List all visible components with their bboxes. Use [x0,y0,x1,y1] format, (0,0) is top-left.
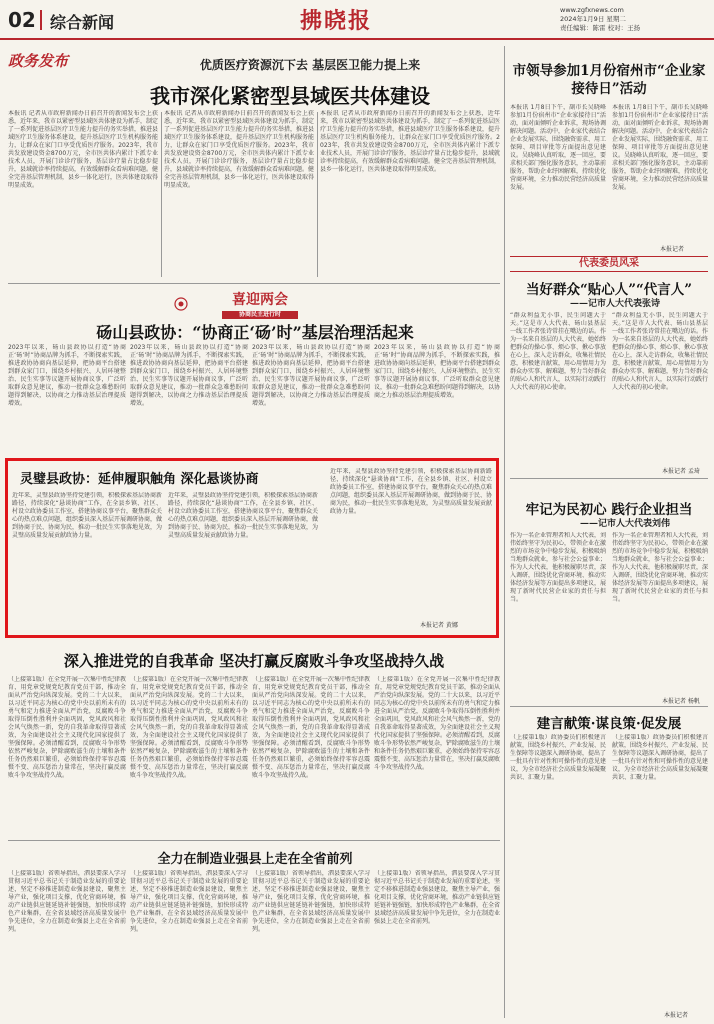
article8-subtitle: ——记市人大代表刘伟 [580,519,671,529]
page-number: 02 [8,8,36,32]
article4-body-col3: （上接第1版）在全党开展一次集中性纪律教育，用党章党规党纪教育党员干部，推动全面从严治党向纵深发展。党的二十大以来，以习近平同志为核心的党中央以前所未有的勇气和定力推进全面从严治党，反腐败斗争取得压倒性胜利并全面巩固，党风政风和社会风气焕然一新，党的自我革命取得显著成效，为全面建设社会主义现代化国家提供了坚强保障。必须清醒看到，反腐败斗争形势依然严峻复杂，铲除腐败滋生的土壤和条件任务仍然艰巨繁重，必须始终保持零容忍震慑不变、高压惩治力量常在，坚决打赢反腐败斗争攻坚战持久战。 [252,676,370,779]
article3-author: 本报记者 黄娜 [420,622,458,629]
article7-title: 当好群众“贴心人”“代言人” [525,282,693,298]
delegates-banner-label: 代表委员风采 [579,258,639,269]
date-line: 2024年1月9日 星期二 [560,15,626,23]
article7-author: 本报记者 孟琦 [662,468,700,475]
article5-body-col4: （上接第1版）省领导指出，泗县要深入学习贯彻习近平总书记关于制造业发展的重要论述，坚定不移推进制造业强县建设，聚焦主导产业，强化项目支撑，优化营商环境，推动产业链供应链延链补链强链，加快形成特色产业集群，在全省县域经济高质量发展中争先进位，全力在制造业强县上走在全省前列。 [374,870,500,925]
article3-body-col2: 近年来，灵璧县政协坚持党建引领，积极探索基层协商新路径，持续深化“悬谈协商”工作，在全县乡镇、社区、村设立政协委员工作室，搭建协商议事平台，聚焦群众关心的热点难点问题，组织委员深入基层开展调研协商，做到协商于民、协商为民，推动一批民生实事落地见效，为灵璧高质量发展贡献政协力量。 [168,492,318,539]
article6-body-col2: 本报讯 1月8日下午，副市长吴晓峰参加1月份宿州市“企业家接待日”活动，面对面倾听企业诉求，现场协调解决问题。活动中，企业家代表结合企业发展实际，围绕融资需求、用工保障、项目审批等方面提出意见建议。吴晓峰认真听取，逐一回应，要求相关部门强化服务意识，主动靠前服务，帮助企业纾困解难，持续优化营商环境，全力推动民营经济高质量发展。 [612,104,708,191]
article8-author: 本报记者 杨帆 [662,698,700,705]
column-divider [161,112,162,277]
article3-title: 灵璧县政协：延伸履职触角 深化悬谈协商 [20,472,259,487]
masthead [0,0,714,40]
flower-emblem-icon [168,296,194,310]
article6-body-col1: 本报讯 1月8日下午，副市长吴晓峰参加1月份宿州市“企业家接待日”活动，面对面倾听企业诉求，现场协调解决问题。活动中，企业家代表结合企业发展实际，围绕融资需求、用工保障、项目审批等方面提出意见建议。吴晓峰认真听取，逐一回应，要求相关部门强化服务意识，主动靠前服务，帮助企业纾困解难，持续优化营商环境，全力推动民营经济高质量发展。 [510,104,606,191]
article9-body-col1: （上接第1版）政协委员们积极建言献策，围绕乡村振兴、产业发展、民生保障等议题深入调研协商，提出了一批具有针对性和可操作性的意见建议，为全市经济社会高质量发展凝聚共识、汇聚力量。 [510,734,606,781]
article8-title: 牢记为民初心 践行企业担当 [525,502,693,518]
two-sessions-banner [200,289,320,317]
editors-line: 责任编辑：陈雷 校对：王扬 [560,24,641,32]
site-url: www.zgfxnews.com [560,6,624,14]
newspaper-logo: 拂晓报 [300,8,373,34]
article8-body-col1: 作为一名企业管理者和人大代表，刘伟始终坚守为民初心，带领企业在激烈的市场竞争中稳步发展，积极吸纳当地群众就业，参与社会公益事业；作为人大代表，他积极履职尽责，深入调研，围绕优化营商环境、推动实体经济发展等方面提出多项建议，展现了新时代民营企业家的责任与担当。 [510,532,606,603]
article6-author: 本报记者 [660,246,685,253]
article9-body-col2: （上接第1版）政协委员们积极建言献策，围绕乡村振兴、产业发展、民生保障等议题深入调研协商，提出了一批具有针对性和可操作性的意见建议，为全市经济社会高质量发展凝聚共识、汇聚力量。 [612,734,708,781]
article4-body-col4: （上接第1版）在全党开展一次集中性纪律教育，用党章党规党纪教育党员干部，推动全面从严治党向纵深发展。党的二十大以来，以习近平同志为核心的党中央以前所未有的勇气和定力推进全面从严治党，反腐败斗争取得压倒性胜利并全面巩固，党风政风和社会风气焕然一新，党的自我革命取得显著成效，为全面建设社会主义现代化国家提供了坚强保障。必须清醒看到，反腐败斗争形势依然严峻复杂，铲除腐败滋生的土壤和条件任务仍然艰巨繁重，必须始终保持零容忍震慑不变、高压惩治力量常在，坚决打赢反腐败斗争攻坚战持久战。 [374,676,500,771]
column-divider [317,112,318,277]
article2-title: 砀山县政协：“协商正‘砀’时”基层治理活起来 [96,323,414,342]
column-tag-text: 政务发布 [8,52,69,70]
masthead-meta [560,6,640,33]
column-tag-government [8,50,80,78]
article5-title: 全力在制造业强县上走在全省前列 [157,852,353,867]
article9-title: 建言献策·谋良策·促发展 [536,716,682,732]
article5-body-col3: （上接第1版）省领导指出，泗县要深入学习贯彻习近平总书记关于制造业发展的重要论述，坚定不移推进制造业强县建设，聚焦主导产业，强化项目支撑，优化营商环境，推动产业链供应链延链补链强链，加快形成特色产业集群，在全省县域经济高质量发展中争先进位，全力在制造业强县上走在全省前列。 [252,870,370,933]
article7-body-col2: “群众利益无小事，民生问题大于天。”这是市人大代表、砀山县基层一线工作者张诗常挂在嘴边的话。作为一名来自基层的人大代表，她始终把群众的操心事、烦心事、揪心事放在心上，深入走访群众，收集社情民意，积极建言献策，用心用情用力为群众办实事、解难题，努力当好群众的贴心人和代言人，以实际行动践行人大代表的初心使命。 [612,312,708,391]
article8-body-col2: 作为一名企业管理者和人大代表，刘伟始终坚守为民初心，带领企业在激烈的市场竞争中稳步发展，积极吸纳当地群众就业，参与社会公益事业；作为人大代表，他积极履职尽责，深入调研，围绕优化营商环境、推动实体经济发展等方面提出多项建议，展现了新时代民营企业家的责任与担当。 [612,532,708,603]
section-divider [8,840,500,841]
article5-body-col2: （上接第1版）省领导指出，泗县要深入学习贯彻习近平总书记关于制造业发展的重要论述，坚定不移推进制造业强县建设，聚焦主导产业，强化项目支撑，优化营商环境，推动产业链供应链延链补链强链，加快形成特色产业集群，在全省县域经济高质量发展中争先进位，全力在制造业强县上走在全省前列。 [130,870,248,933]
two-sessions-label: 喜迎两会 [232,292,288,308]
article7-body-col1: “群众利益无小事，民生问题大于天。”这是市人大代表、砀山县基层一线工作者张诗常挂在嘴边的话。作为一名来自基层的人大代表，她始终把群众的操心事、烦心事、揪心事放在心上，深入走访群众，收集社情民意，积极建言献策，用心用情用力为群众办实事、解难题，努力当好群众的贴心人和代言人，以实际行动践行人大代表的初心使命。 [510,312,606,391]
article1-subtitle: 优质医疗资源沉下去 基层医卫能力提上来 [199,58,421,72]
article1-body-col1: 本报讯 记者从市政府新闻办日前召开的新闻发布会上获悉，近年来，我市以紧密型县域医共体建设为抓手，制定了一系列促进基层医疗卫生能力提升的务实举措，推进县域医疗卫生服务体系建设，提升基层医疗卫生机构服务能力，让群众在家门口享受优质医疗服务。2023年，我市共发放建设资金8700万元，全市医共体内累计下派专业技术人员，开展门诊诊疗服务，基层诊疗量占比稳步提升，县域就诊率持续提高，有效缓解群众看病难问题。健全完善基层管理机制，县乡一体化运行，医共体建设取得明显成效。 [8,110,158,189]
masthead-divider [40,10,42,30]
main-column-divider [504,46,505,1018]
article2-body-col1: 2023年以来，砀山县政协以打造“协商正‘砀’时”协商品牌为抓手，不断探索实践，推进政协协商向基层延伸，把协商平台搭建到群众家门口，围绕乡村振兴、人居环境整治、民生实事等议题开展协商议事，广泛听取群众意见建议，推动一批群众急难愁盼问题得到解决，以协商之力推动基层治理提质增效。 [8,344,126,407]
article2-body-col4: 2023年以来，砀山县政协以打造“协商正‘砀’时”协商品牌为抓手，不断探索实践，推进政协协商向基层延伸，把协商平台搭建到群众家门口，围绕乡村振兴、人居环境整治、民生实事等议题开展协商议事，广泛听取群众意见建议，推动一批群众急难愁盼问题得到解决，以协商之力推动基层治理提质增效。 [374,344,500,399]
column-tag-consultation: 协商民主进行时 [222,311,298,319]
article7-subtitle: ——记市人大代表张诗 [570,299,661,309]
article4-title: 深入推进党的自我革命 坚决打赢反腐败斗争攻坚战持久战 [63,652,445,670]
section-divider [510,478,708,479]
section-divider [8,283,500,284]
article5-body-col1: （上接第1版）省领导指出，泗县要深入学习贯彻习近平总书记关于制造业发展的重要论述，坚定不移推进制造业强县建设，聚焦主导产业，强化项目支撑，优化营商环境，推动产业链供应链延链补链强链，加快形成特色产业集群，在全省县域经济高质量发展中争先进位，全力在制造业强县上走在全省前列。 [8,870,126,933]
article1-title: 我市深化紧密型县域医共体建设 [150,84,430,108]
article1-body-col2: 本报讯 记者从市政府新闻办日前召开的新闻发布会上获悉，近年来，我市以紧密型县域医共体建设为抓手，制定了一系列促进基层医疗卫生能力提升的务实举措，推进县域医疗卫生服务体系建设，提升基层医疗卫生机构服务能力，让群众在家门口享受优质医疗服务。2023年，我市共发放建设资金8700万元，全市医共体内累计下派专业技术人员，开展门诊诊疗服务，基层诊疗量占比稳步提升，县域就诊率持续提高，有效缓解群众看病难问题。健全完善基层管理机制，县乡一体化运行，医共体建设取得明显成效。 [164,110,314,189]
delegates-banner [510,256,708,272]
article2-body-col2: 2023年以来，砀山县政协以打造“协商正‘砀’时”协商品牌为抓手，不断探索实践，推进政协协商向基层延伸，把协商平台搭建到群众家门口，围绕乡村振兴、人居环境整治、民生实事等议题开展协商议事，广泛听取群众意见建议，推动一批群众急难愁盼问题得到解决，以协商之力推动基层治理提质增效。 [130,344,248,407]
article4-body-col2: （上接第1版）在全党开展一次集中性纪律教育，用党章党规党纪教育党员干部，推动全面从严治党向纵深发展。党的二十大以来，以习近平同志为核心的党中央以前所未有的勇气和定力推进全面从严治党，反腐败斗争取得压倒性胜利并全面巩固，党风政风和社会风气焕然一新，党的自我革命取得显著成效，为全面建设社会主义现代化国家提供了坚强保障。必须清醒看到，反腐败斗争形势依然严峻复杂，铲除腐败滋生的土壤和条件任务仍然艰巨繁重，必须始终保持零容忍震慑不变、高压惩治力量常在，坚决打赢反腐败斗争攻坚战持久战。 [130,676,248,779]
section-name: 综合新闻 [50,13,115,32]
article3-body-col3: 近年来，灵璧县政协坚持党建引领，积极探索基层协商新路径，持续深化“悬谈协商”工作，在全县乡镇、社区、村设立政协委员工作室，搭建协商议事平台，聚焦群众关心的热点难点问题，组织委员深入基层开展调研协商，做到协商于民、协商为民，推动一批民生实事落地见效，为灵璧高质量发展贡献政协力量。 [330,468,492,515]
article1-body-col3: 本报讯 记者从市政府新闻办日前召开的新闻发布会上获悉，近年来，我市以紧密型县域医共体建设为抓手，制定了一系列促进基层医疗卫生能力提升的务实举措，推进县域医疗卫生服务体系建设，提升基层医疗卫生机构服务能力，让群众在家门口享受优质医疗服务。2023年，我市共发放建设资金8700万元，全市医共体内累计下派专业技术人员，开展门诊诊疗服务，基层诊疗量占比稳步提升，县域就诊率持续提高，有效缓解群众看病难问题。健全完善基层管理机制，县乡一体化运行，医共体建设取得明显成效。 [320,110,500,173]
article6-title: 市领导参加1月份宿州市“企业家接待日”活动 [512,63,706,97]
section-divider [510,706,708,707]
article4-body-col1: （上接第1版）在全党开展一次集中性纪律教育，用党章党规党纪教育党员干部，推动全面从严治党向纵深发展。党的二十大以来，以习近平同志为核心的党中央以前所未有的勇气和定力推进全面从严治党，反腐败斗争取得压倒性胜利并全面巩固，党风政风和社会风气焕然一新，党的自我革命取得显著成效，为全面建设社会主义现代化国家提供了坚强保障。必须清醒看到，反腐败斗争形势依然严峻复杂，铲除腐败滋生的土壤和条件任务仍然艰巨繁重，必须始终保持零容忍震慑不变、高压惩治力量常在，坚决打赢反腐败斗争攻坚战持久战。 [8,676,126,779]
article2-body-col3: 2023年以来，砀山县政协以打造“协商正‘砀’时”协商品牌为抓手，不断探索实践，推进政协协商向基层延伸，把协商平台搭建到群众家门口，围绕乡村振兴、人居环境整治、民生实事等议题开展协商议事，广泛听取群众意见建议，推动一批群众急难愁盼问题得到解决，以协商之力推动基层治理提质增效。 [252,344,370,407]
article3-body-col1: 近年来，灵璧县政协坚持党建引领，积极探索基层协商新路径，持续深化“悬谈协商”工作，在全县乡镇、社区、村设立政协委员工作室，搭建协商议事平台，聚焦群众关心的热点难点问题，组织委员深入基层开展调研协商，做到协商于民、协商为民，推动一批民生实事落地见效，为灵璧高质量发展贡献政协力量。 [12,492,162,539]
article9-author: 本报记者 [664,1012,689,1019]
